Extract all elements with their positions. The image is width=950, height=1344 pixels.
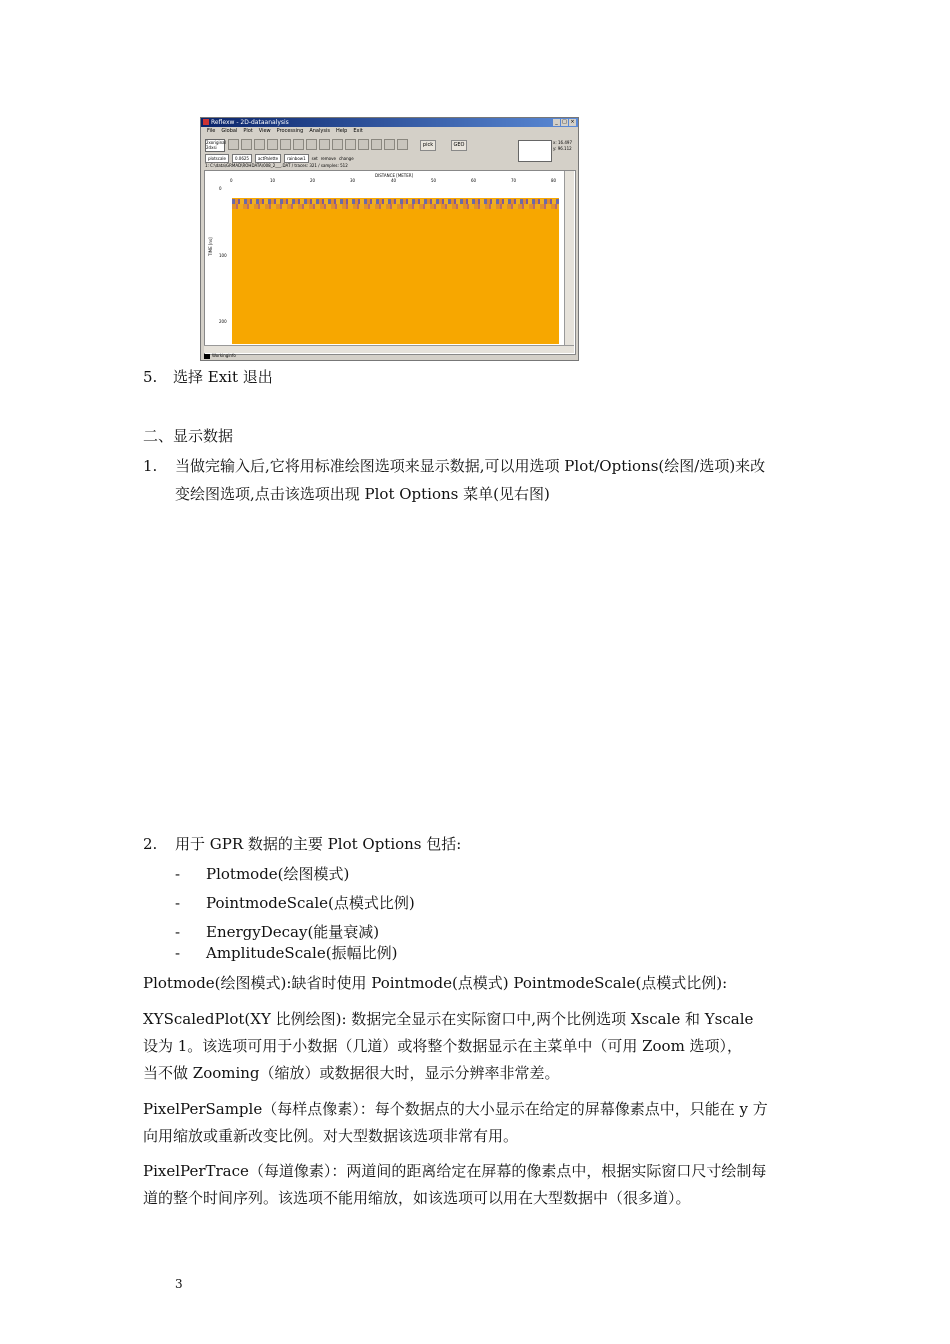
bullet-pointmodescale: PointmodeScale(点模式比例): [206, 894, 415, 912]
step-5-text: 选择 Exit 退出: [173, 368, 273, 386]
menu-plot[interactable]: Plot: [243, 128, 253, 134]
toolbar: [228, 139, 408, 150]
reflection-band: [232, 204, 559, 209]
plotscale-field[interactable]: 0.0625: [232, 154, 252, 163]
x-tick: 60: [471, 178, 477, 183]
palette-select[interactable]: rainbow1: [284, 154, 309, 163]
file-path: 1: C:\data\GRMAD\ROHDATA\008_2___.DAT / traces: 321 / samples: 512: [205, 163, 348, 168]
toggle-change[interactable]: change: [338, 156, 354, 161]
horizontal-scrollbar[interactable]: [204, 345, 574, 353]
para-pps-line2: 向用缩放或重新改变比例。对大型数据该选项非常有用。: [143, 1127, 519, 1145]
actpalette-label: actPalette: [255, 154, 281, 163]
window-controls: [553, 119, 576, 126]
para-xy-line2: 设为 1。该选项可用于小数据（几道）或将整个数据显示在主菜单中（可用 Zoom 选项），: [143, 1037, 743, 1055]
options-row: [205, 154, 354, 163]
x-tick: 10: [270, 178, 276, 183]
tool-save-icon[interactable]: [293, 139, 304, 150]
tool-zoom-out-icon[interactable]: [358, 139, 369, 150]
tool-copy-icon[interactable]: [254, 139, 265, 150]
menu-help[interactable]: Help: [335, 128, 348, 134]
bullet-energydecay: EnergyDecay(能量衰减): [206, 923, 380, 941]
vertical-scrollbar[interactable]: [564, 171, 574, 352]
bullet-dash: -: [175, 944, 181, 962]
tool-filter-icon[interactable]: [319, 139, 330, 150]
section-heading: 二、显示数据: [143, 427, 234, 445]
x-tick: 30: [350, 178, 356, 183]
menubar: [201, 128, 579, 136]
tool-wiggle-icon[interactable]: [371, 139, 382, 150]
pick-button[interactable]: pick: [420, 140, 436, 151]
item-2-text: 用于 GPR 数据的主要 Plot Options 包括:: [175, 835, 462, 853]
para-xy-line3: 当不做 Zooming（缩放）或数据很大时，显示分辨率非常差。: [143, 1064, 560, 1082]
para-ppt-line2: 道的整个时间序列。该选项不能用缩放，如该选项可以用在大型数据中（很多道）。: [143, 1189, 691, 1207]
coord-readout: [553, 140, 572, 152]
toggle-set[interactable]: set: [311, 156, 318, 161]
window-titlebar: [201, 118, 578, 127]
menu-view[interactable]: View: [258, 128, 271, 134]
page-number: 3: [175, 1277, 183, 1291]
x-tick: 70: [511, 178, 517, 183]
coord-box: [518, 140, 552, 162]
y-tick: 200: [219, 319, 227, 324]
status-indicator: [204, 354, 210, 359]
status-bar: [204, 353, 236, 359]
menu-global[interactable]: Global: [221, 128, 238, 134]
para-xy-line1: XYScaledPlot(XY 比例绘图): 数据完全显示在实际窗口中,两个比例选项 Xscale 和 Yscale: [143, 1010, 754, 1028]
tool-window-icon[interactable]: [267, 139, 278, 150]
x-tick: 40: [391, 178, 397, 183]
x-axis-title: DISTANCE [METER]: [375, 173, 414, 178]
minimize-icon[interactable]: _: [553, 119, 560, 126]
maximize-icon[interactable]: □: [562, 119, 567, 125]
tool-help-icon[interactable]: [332, 139, 343, 150]
step-5-num: 5.: [143, 368, 158, 386]
plotscale-label: plotscale: [205, 154, 229, 163]
y-tick: 100: [219, 253, 227, 258]
tool-marker-icon[interactable]: [397, 139, 408, 150]
x-tick: 20: [310, 178, 316, 183]
y-axis-title: TIME [ns]: [208, 237, 213, 256]
radargram-window: [204, 170, 576, 355]
menu-file[interactable]: File: [207, 128, 216, 134]
zoom-box[interactable]: 2xoriginal 2dxsi: [206, 140, 226, 150]
bullet-dash: -: [175, 923, 181, 941]
status-text: Workinginfo: [212, 353, 236, 358]
geo-button[interactable]: GEO: [451, 140, 467, 151]
bullet-dash: -: [175, 865, 181, 883]
tool-zoom-in-icon[interactable]: [345, 139, 356, 150]
x-tick: 50: [431, 178, 437, 183]
menu-exit[interactable]: Exit: [353, 128, 363, 134]
y-tick: 0: [219, 186, 222, 191]
item-1-line2: 变绘图选项,点击该选项出现 Plot Options 菜单(见右图): [175, 485, 550, 503]
tool-next-icon[interactable]: [306, 139, 317, 150]
para-ppt-line1: PixelPerTrace（每道像素）：两道间的距离给定在屏幕的像素点中，根据实际窗口尺寸绘制每: [143, 1162, 767, 1180]
close-icon[interactable]: ×: [570, 119, 575, 125]
item-2-num: 2.: [143, 835, 158, 853]
item-1-line1: 当做完输入后,它将用标准绘图选项来显示数据,可以用选项 Plot/Options(绘图/选项)来改: [175, 457, 766, 475]
coord-y: y: 96.112: [553, 146, 572, 151]
x-tick: 80: [551, 178, 557, 183]
bullet-plotmode: Plotmode(绘图模式): [206, 865, 350, 883]
menu-analysis[interactable]: Analysis: [309, 128, 330, 134]
bullet-dash: -: [175, 894, 181, 912]
toggle-remove[interactable]: remove: [320, 156, 336, 161]
menu-processing[interactable]: Processing: [276, 128, 304, 134]
bullet-amplitudescale: AmplitudeScale(振幅比例): [206, 944, 398, 962]
item-1-num: 1.: [143, 457, 158, 475]
app-icon: [203, 119, 209, 125]
tool-prev-icon[interactable]: [280, 139, 291, 150]
coord-x: x: 16.497: [553, 140, 572, 145]
radargram-image: [232, 198, 559, 344]
para-pps-line1: PixelPerSample（每样点像素）：每个数据点的大小显示在给定的屏幕像素点中，只能在 y 方: [143, 1100, 768, 1118]
reflexw-screenshot: [200, 117, 579, 361]
tool-info-icon[interactable]: [384, 139, 395, 150]
tool-print-icon[interactable]: [241, 139, 252, 150]
tool-open-icon[interactable]: [228, 139, 239, 150]
window-title: Reflexw - 2D-dataanalysis: [211, 119, 289, 126]
x-tick: 0: [230, 178, 233, 183]
para-plotmode: Plotmode(绘图模式):缺省时使用 Pointmode(点模式) PointmodeScale(点模式比例):: [143, 974, 728, 992]
